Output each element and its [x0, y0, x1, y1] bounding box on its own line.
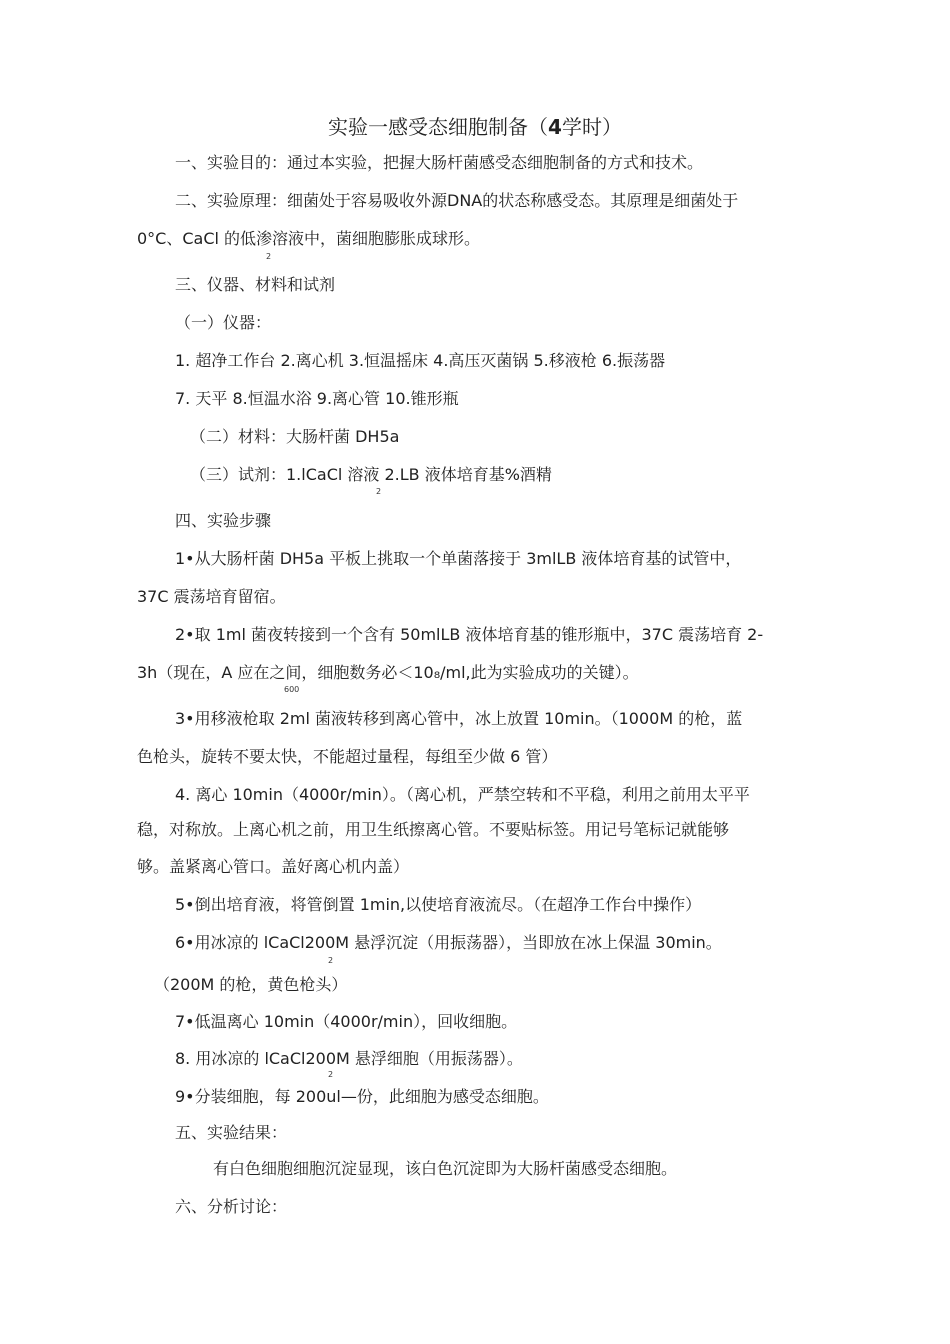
title-suffix: 学时）: [561, 115, 622, 139]
instruments-section-title: 三、仪器、材料和试剂: [175, 275, 336, 294]
step-9-line: 9•分装细胞，每 200ul—份，此细胞为感受态细胞。: [175, 1087, 549, 1106]
result-text: 有白色细胞细胞沉淀显现，该白色沉淀即为大肠杆菌感受态细胞。: [213, 1159, 678, 1178]
discussion-section-title: 六、分析讨论：: [175, 1197, 288, 1216]
instruments-heading: （一）仪器：: [175, 313, 272, 332]
reagents-subscript: 2: [376, 487, 382, 496]
step-6-line-1: 6•用冰凉的 lCaCl200M 悬浮沉淀（用振荡器），当即放在冰上保温 30min。: [175, 933, 722, 952]
step-8-line: 8. 用冰凉的 lCaCl200M 悬浮细胞（用振荡器）。: [175, 1049, 523, 1068]
instruments-line-1: 1. 超净工作台 2.离心机 3.恒温摇床 4.高压灭菌锅 5.移液枪 6.振荡器: [175, 351, 666, 370]
step-3-line-1: 3•用移液枪取 2ml 菌液转移到离心管中，冰上放置 10min。（1000M 的枪，蓝: [175, 709, 743, 728]
step-4-line-3: 够。盖紧离心管口。盖好离心机内盖）: [137, 857, 410, 876]
instruments-line-2: 7. 天平 8.恒温水浴 9.离心管 10.锥形瓶: [175, 389, 459, 408]
step-1-line-1: 1•从大肠杆菌 DH5a 平板上挑取一个单菌落接于 3mlLB 液体培育基的试管中，: [175, 549, 742, 568]
title-text: 实验一感受态细胞制备（: [328, 115, 549, 139]
step-8-subscript: 2: [328, 1070, 334, 1079]
reagents-line: （三）试剂：1.lCaCl 溶液 2.LB 液体培育基%酒精: [190, 465, 552, 484]
step-3-line-2: 色枪头，旋转不要太快，不能超过量程，每组至少做 6 管）: [137, 747, 558, 766]
step-4-line-1: 4. 离心 10min（4000r/min）。（离心机，严禁空转和不平稳，利用之前用太平平: [175, 785, 750, 804]
step-2-line-2: 3h（现在，A 应在之间，细胞数务必＜10₈/ml,此为实验成功的关键）。: [137, 663, 639, 682]
title-hours: 4: [548, 115, 562, 139]
materials-line: （二）材料：大肠杆菌 DH5a: [190, 427, 400, 446]
principle-line-2: 0°C、CaCl 的低渗溶液中，菌细胞膨胀成球形。: [137, 229, 481, 248]
step-2-subscript: 600: [284, 685, 300, 694]
step-2-line-1: 2•取 1ml 菌夜转接到一个含有 50mlLB 液体培育基的锥形瓶中，37C 震荡培育 2-: [175, 625, 764, 644]
result-section-title: 五、实验结果：: [175, 1123, 288, 1142]
page-title: [0, 115, 950, 139]
steps-section-title: 四、实验步骤: [175, 511, 272, 530]
step-6-line-2: （200M 的枪，黄色枪头）: [154, 975, 348, 994]
principle-line-1: 二、实验原理：细菌处于容易吸收外源DNA的状态称感受态。其原理是细菌处于: [175, 191, 739, 210]
principle-subscript: 2: [266, 252, 272, 261]
step-7-line: 7•低温离心 10min（4000r/min），回收细胞。: [175, 1012, 518, 1031]
step-4-line-2: 稳，对称放。上离心机之前，用卫生纸擦离心管。不要贴标签。用记号笔标记就能够: [137, 820, 730, 839]
purpose-paragraph: 一、实验目的：通过本实验，把握大肠杆菌感受态细胞制备的方式和技术。: [175, 153, 704, 172]
step-6-subscript: 2: [328, 956, 334, 965]
step-5-line: 5•倒出培育液，将管倒置 1min,以使培育液流尽。（在超净工作台中操作）: [175, 895, 702, 914]
step-1-line-2: 37C 震荡培育留宿。: [137, 587, 286, 606]
